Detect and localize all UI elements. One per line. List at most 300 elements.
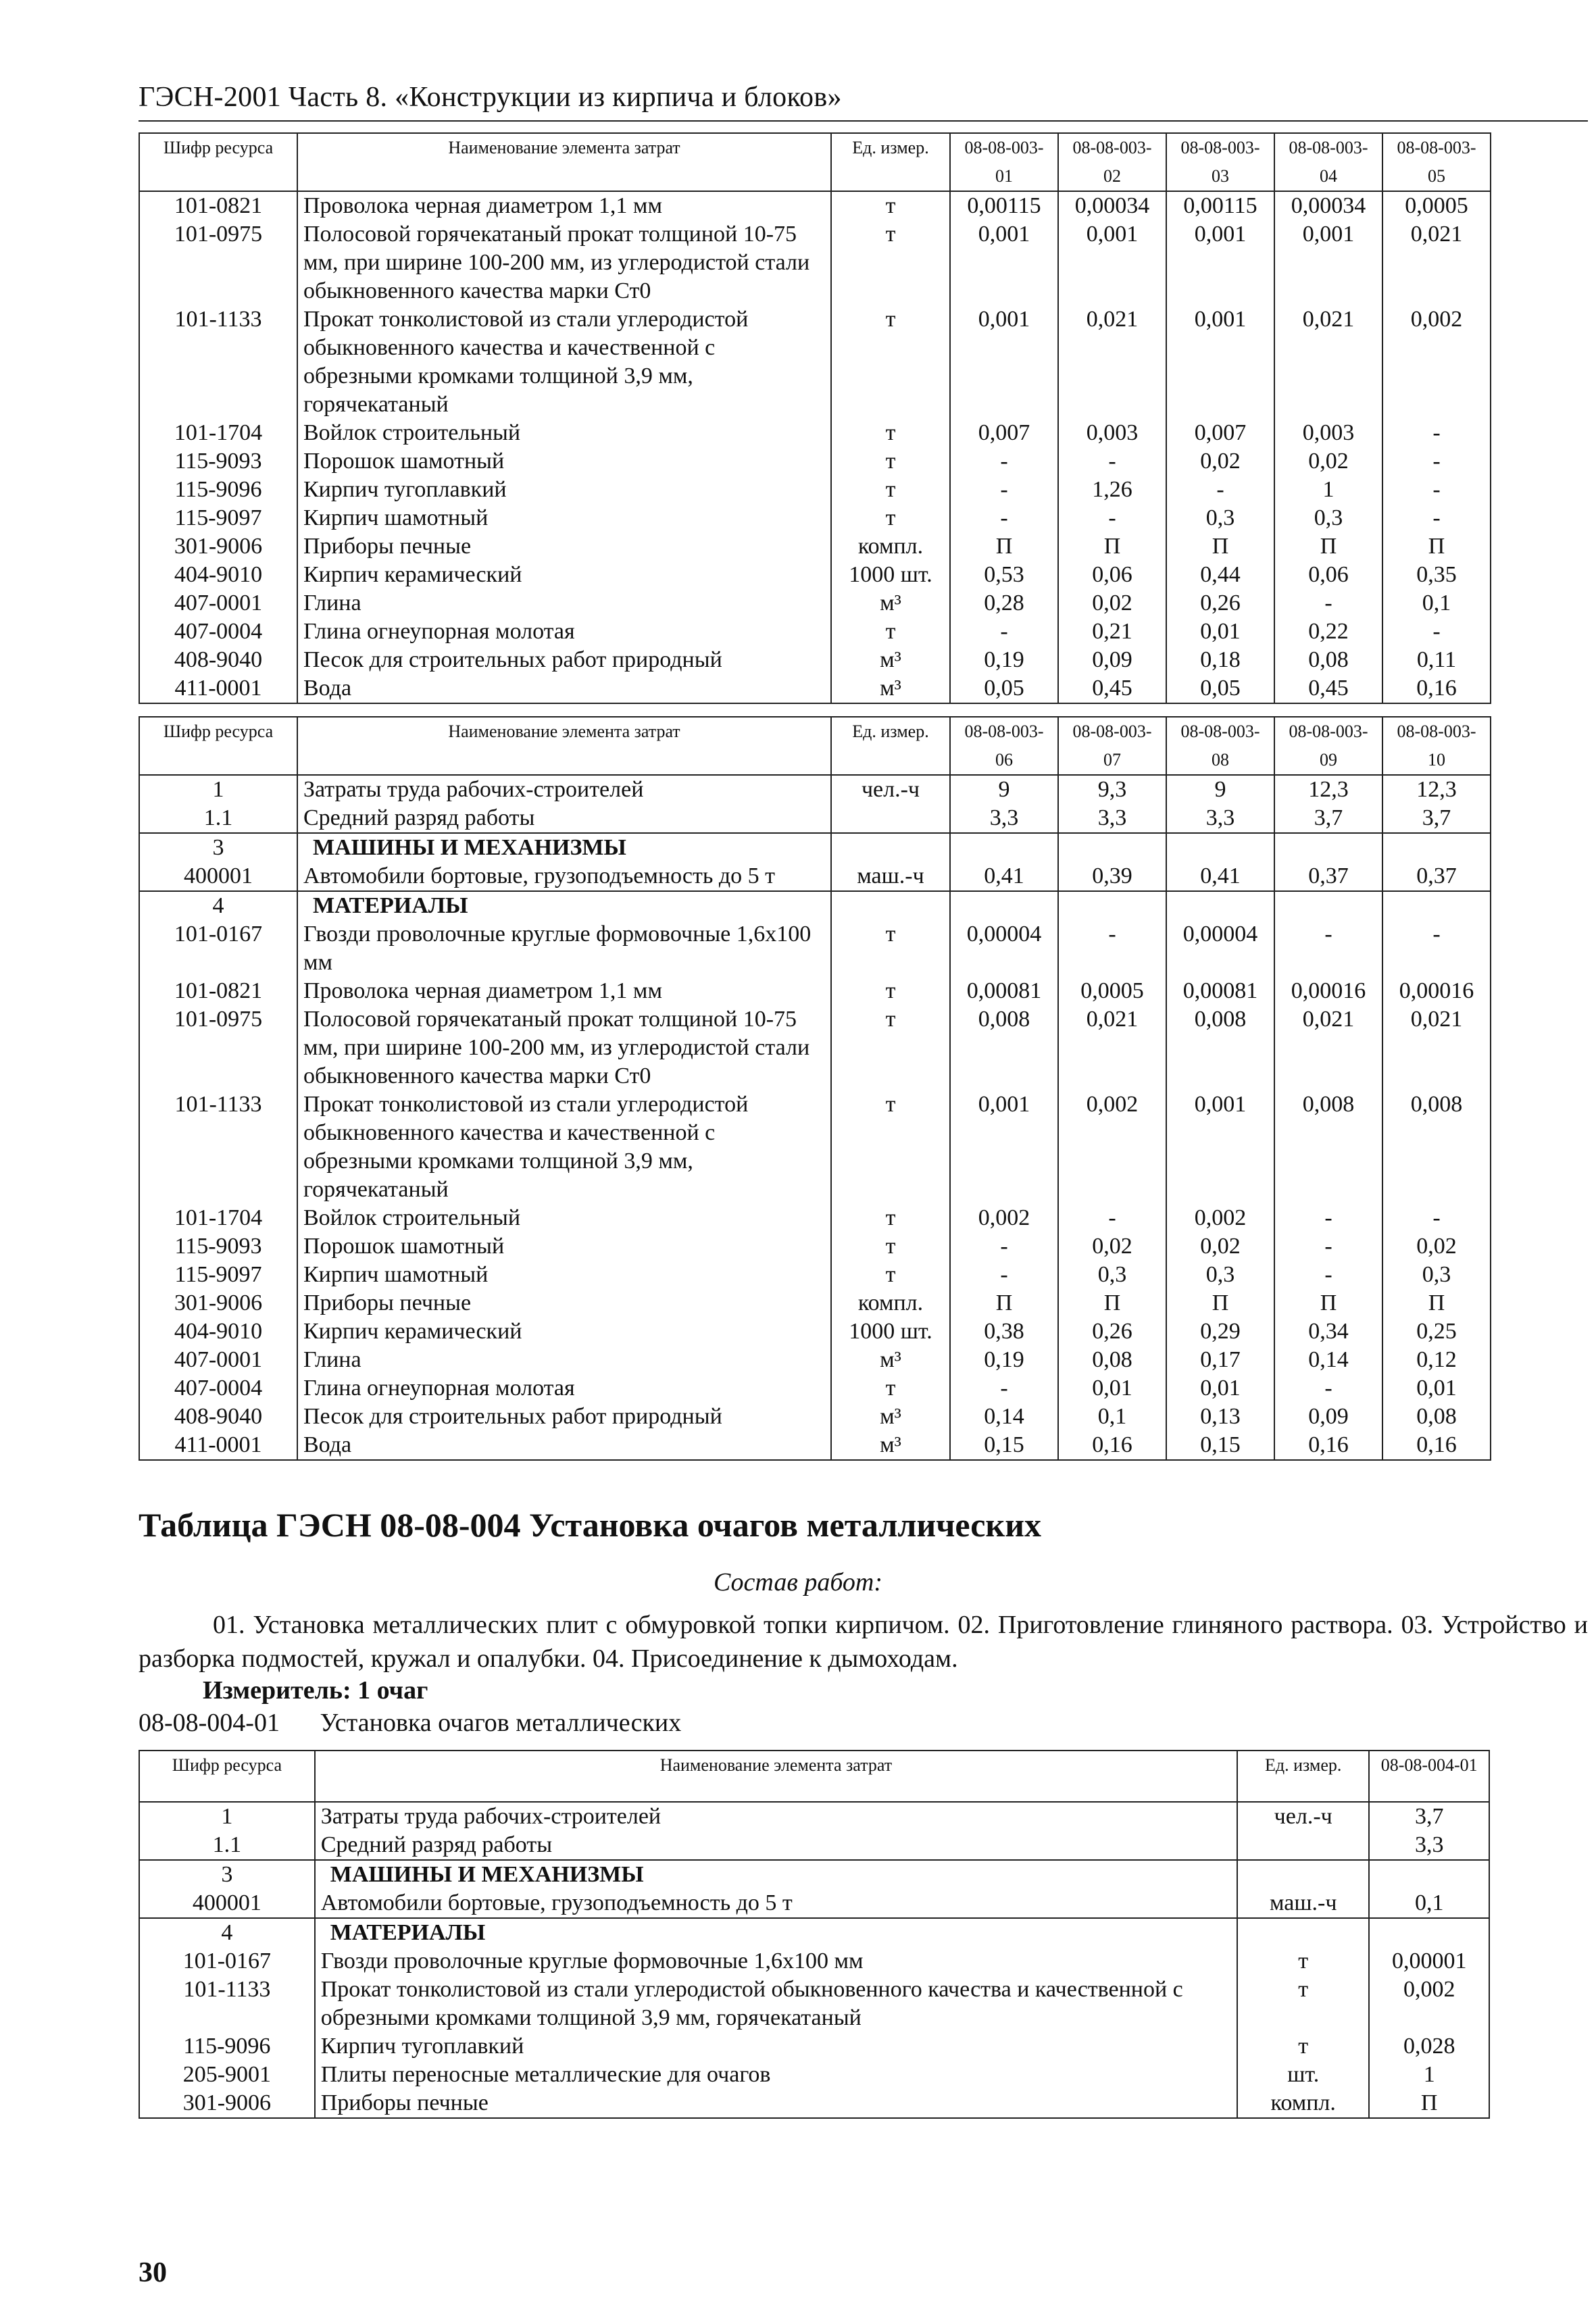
norm-value: 0,003 [1274,419,1382,447]
norm-value: 0,00001 [1369,1947,1489,1976]
norm-value: 0,08 [1058,1346,1166,1374]
norm-value: - [1274,1232,1382,1261]
table-row [139,1374,1491,1403]
resource-unit: маш.-ч [1237,1889,1369,1918]
norm-value: 0,00115 [1166,191,1274,220]
resource-name: Плиты переносные металлические для очагов [315,2061,1237,2089]
subsection-name: Установка очагов металлических [320,1709,682,1737]
norm-value: - [950,1374,1058,1403]
norm-value: 0,19 [950,646,1058,674]
col-header-norm: 08-08-003-08 [1166,717,1274,775]
norm-value: 0,12 [1382,1346,1491,1374]
resource-code: 1.1 [139,1831,315,1860]
norm-value: 0,17 [1166,1346,1274,1374]
norm-value: П [1058,1289,1166,1317]
norm-value: 0,00004 [950,920,1058,977]
resource-unit: т [831,504,950,532]
col-header-norm: 08-08-003-07 [1058,717,1166,775]
norm-value: - [1382,476,1491,504]
resource-unit: т [831,618,950,646]
norm-value: 0,18 [1166,646,1274,674]
col-header-code: Шифр ресурса [139,717,297,775]
table-row [139,775,1491,804]
norm-value: 0,02 [1166,1232,1274,1261]
norm-value: 0,44 [1166,561,1274,589]
resource-unit: т [831,1005,950,1090]
table-row [139,220,1491,305]
norm-value: 0,02 [1166,447,1274,476]
resource-code: 115-9096 [139,2032,315,2061]
resource-name: Автомобили бортовые, грузоподъемность до 5 т [297,862,831,891]
col-header-name: Наименование элемента затрат [315,1751,1237,1802]
norm-value [950,891,1058,920]
norm-value: - [950,618,1058,646]
table-row [139,1889,1489,1918]
table-row [139,1403,1491,1431]
resource-unit: т [831,977,950,1005]
resource-name: Полосовой горячекатаный прокат толщиной 10-75 мм, при ширине 100-200 мм, из углеродистой стали обыкновенного качества марки Ст0 [297,220,831,305]
table-row [139,419,1491,447]
resource-name: Прокат тонколистовой из стали углеродистой обыкновенного качества и качественной с обрезными кромками толщиной 3,9 мм, горячекатаный [315,1976,1237,2032]
norm-value: 0,008 [1382,1090,1491,1204]
col-header-code: Шифр ресурса [139,1751,315,1802]
resource-unit: маш.-ч [831,862,950,891]
col-header-norm: 08-08-003-02 [1058,133,1166,191]
norm-value: 0,05 [1166,674,1274,703]
norm-value: 0,37 [1274,862,1382,891]
col-header-norm: 08-08-003-01 [950,133,1058,191]
col-header-norm: 08-08-003-05 [1382,133,1491,191]
norm-value: 0,3 [1274,504,1382,532]
resource-name: Средний разряд работы [297,804,831,833]
resource-name: Порошок шамотный [297,1232,831,1261]
norm-value: 3,7 [1382,804,1491,833]
norm-value: 9 [1166,775,1274,804]
norm-value [1382,833,1491,862]
resource-unit [831,891,950,920]
norm-value: 0,008 [1166,1005,1274,1090]
resource-code: 301-9006 [139,2089,315,2118]
resource-name: Средний разряд работы [315,1831,1237,1860]
norm-value [1058,891,1166,920]
norm-value: П [1369,2089,1489,2118]
norm-value: 0,3 [1058,1261,1166,1289]
resource-unit: т [831,1374,950,1403]
section-row [139,1918,1489,1947]
resource-unit: м³ [831,646,950,674]
resource-code: 3 [139,833,297,862]
table-row [139,1317,1491,1346]
table-row [139,2061,1489,2089]
norm-value: 0,3 [1166,1261,1274,1289]
resource-unit: т [831,1090,950,1204]
resource-unit: т [831,920,950,977]
norm-value: 0,002 [1369,1976,1489,2032]
header-row [139,133,1491,191]
norm-value: 0,00004 [1166,920,1274,977]
col-header-unit: Ед. измер. [831,717,950,775]
norm-value: 3,3 [1166,804,1274,833]
table-row [139,504,1491,532]
resource-code: 301-9006 [139,532,297,561]
resource-unit: чел.-ч [1237,1802,1369,1831]
resource-code: 411-0001 [139,674,297,703]
norm-value: 0,001 [1166,1090,1274,1204]
norm-value: 0,001 [1166,305,1274,419]
norm-value: - [1274,920,1382,977]
norm-value [1274,891,1382,920]
norm-value: 0,41 [1166,862,1274,891]
resource-code: 1.1 [139,804,297,833]
norm-value: 0,008 [1274,1090,1382,1204]
norm-value: П [1058,532,1166,561]
resource-name: Гвозди проволочные круглые формовочные 1,6х100 мм [315,1947,1237,1976]
resource-unit [1237,1831,1369,1860]
table-row [139,532,1491,561]
norm-value: 0,00081 [950,977,1058,1005]
resource-code: 1 [139,775,297,804]
norm-value [1058,833,1166,862]
resource-table-003-01-05 [139,132,1491,704]
table-row [139,1431,1491,1460]
norm-value: 0,01 [1166,618,1274,646]
norm-value: 1 [1274,476,1382,504]
norm-value: 0,06 [1274,561,1382,589]
subsection-code: 08-08-004-01 [139,1709,280,1737]
resource-name: Затраты труда рабочих-строителей [297,775,831,804]
resource-code: 301-9006 [139,1289,297,1317]
norm-value: - [1382,419,1491,447]
resource-name: МАТЕРИАЛЫ [297,891,831,920]
norm-value: 0,00115 [950,191,1058,220]
norm-value: - [950,1261,1058,1289]
resource-name: Автомобили бортовые, грузоподъемность до 5 т [315,1889,1237,1918]
table-row [139,2089,1489,2118]
norm-value: 0,15 [1166,1431,1274,1460]
resource-code: 101-0975 [139,1005,297,1090]
norm-value: 0,001 [1166,220,1274,305]
resource-code: 101-0167 [139,920,297,977]
norm-value: 0,21 [1058,618,1166,646]
norm-value: 0,007 [950,419,1058,447]
resource-unit: м³ [831,1346,950,1374]
norm-value [1166,833,1274,862]
resource-code: 407-0001 [139,1346,297,1374]
composition-label: Состав работ: [713,1568,883,1596]
norm-value: - [1166,476,1274,504]
table-row [139,646,1491,674]
norm-value: 0,021 [1058,1005,1166,1090]
header-row [139,717,1491,775]
norm-value: 0,08 [1274,646,1382,674]
resource-name: МАТЕРИАЛЫ [315,1918,1237,1947]
resource-unit: м³ [831,1403,950,1431]
resource-code: 101-0821 [139,977,297,1005]
norm-value: - [950,1232,1058,1261]
resource-code: 411-0001 [139,1431,297,1460]
norm-value: 9,3 [1058,775,1166,804]
resource-unit: т [831,191,950,220]
section-row [139,833,1491,862]
norm-value: 0,37 [1382,862,1491,891]
norm-value: 0,15 [950,1431,1058,1460]
norm-value: 0,06 [1058,561,1166,589]
header-rule [139,120,1588,122]
norm-value: 0,16 [1382,674,1491,703]
norm-value: 0,02 [1274,447,1382,476]
norm-value: 0,002 [1166,1204,1274,1232]
norm-value: 0,021 [1058,305,1166,419]
norm-value: П [1382,1289,1491,1317]
norm-value: П [1382,532,1491,561]
norm-value: 0,00016 [1382,977,1491,1005]
norm-value: 0,021 [1274,305,1382,419]
norm-value: 0,26 [1058,1317,1166,1346]
norm-value [1369,1918,1489,1947]
resource-code: 115-9093 [139,1232,297,1261]
norm-value: 0,38 [950,1317,1058,1346]
resource-unit: шт. [1237,2061,1369,2089]
resource-name: Вода [297,674,831,703]
norm-value: 0,1 [1382,589,1491,618]
table-row [139,862,1491,891]
resource-code: 115-9093 [139,447,297,476]
table-row [139,1005,1491,1090]
resource-code: 407-0004 [139,1374,297,1403]
resource-unit [831,833,950,862]
norm-value: - [950,476,1058,504]
norm-value: 3,7 [1274,804,1382,833]
resource-code: 205-9001 [139,2061,315,2089]
norm-value: 0,45 [1058,674,1166,703]
resource-table-004-01 [139,1750,1490,2119]
resource-unit [1237,1918,1369,1947]
resource-name: Глина [297,1346,831,1374]
norm-value: 0,0005 [1382,191,1491,220]
resource-code: 101-0167 [139,1947,315,1976]
norm-value: 0,01 [1058,1374,1166,1403]
norm-value: 0,3 [1382,1261,1491,1289]
norm-value: 12,3 [1274,775,1382,804]
resource-name: Прокат тонколистовой из стали углеродистой обыкновенного качества и качественной с обрезными кромками толщиной 3,9 мм, горячекатаный [297,1090,831,1204]
table-row [139,1947,1489,1976]
resource-unit: т [831,447,950,476]
norm-value: - [1382,920,1491,977]
resource-name: Кирпич тугоплавкий [297,476,831,504]
norm-value: 0,001 [950,1090,1058,1204]
norm-value: 0,001 [1274,220,1382,305]
norm-value: 0,16 [1058,1431,1166,1460]
norm-value: П [1274,532,1382,561]
resource-code: 101-1704 [139,419,297,447]
norm-value: 0,41 [950,862,1058,891]
norm-value: - [950,447,1058,476]
running-header: ГЭСН-2001 Часть 8. «Конструкции из кирпича и блоков» [139,82,842,113]
resource-code: 4 [139,1918,315,1947]
norm-value [1166,891,1274,920]
norm-value: 0,16 [1382,1431,1491,1460]
norm-value: 0,021 [1382,220,1491,305]
table-row [139,1831,1489,1860]
norm-value: 0,1 [1369,1889,1489,1918]
resource-name: Порошок шамотный [297,447,831,476]
norm-value: 0,34 [1274,1317,1382,1346]
norm-value: 0,45 [1274,674,1382,703]
resource-name: Затраты труда рабочих-строителей [315,1802,1237,1831]
resource-unit: т [1237,1976,1369,2032]
resource-unit: т [1237,1947,1369,1976]
resource-name: Проволока черная диаметром 1,1 мм [297,191,831,220]
table-row [139,1090,1491,1204]
resource-unit: т [831,1232,950,1261]
norm-value: 0,16 [1274,1431,1382,1460]
norm-value: 0,11 [1382,646,1491,674]
norm-value: - [1058,504,1166,532]
col-header-code: Шифр ресурса [139,133,297,191]
norm-value: 0,001 [950,220,1058,305]
table-row [139,447,1491,476]
table-row [139,977,1491,1005]
norm-value: 0,007 [1166,419,1274,447]
resource-code: 101-0821 [139,191,297,220]
norm-value: 0,1 [1058,1403,1166,1431]
norm-value: 0,08 [1382,1403,1491,1431]
table-row [139,2032,1489,2061]
norm-value: 0,01 [1166,1374,1274,1403]
norm-value: 0,008 [950,1005,1058,1090]
norm-value: 0,3 [1166,504,1274,532]
resource-name: Приборы печные [297,532,831,561]
resource-code: 3 [139,1860,315,1889]
table-row [139,1204,1491,1232]
norm-value: 0,00034 [1058,191,1166,220]
norm-value: - [1274,1261,1382,1289]
resource-unit: т [831,305,950,419]
norm-value: 0,25 [1382,1317,1491,1346]
resource-code: 101-0975 [139,220,297,305]
norm-value [1274,833,1382,862]
table-row [139,1976,1489,2032]
resource-unit: т [831,476,950,504]
table-row [139,589,1491,618]
norm-value: 0,05 [950,674,1058,703]
norm-value: 1,26 [1058,476,1166,504]
norm-value: 12,3 [1382,775,1491,804]
resource-code: 407-0001 [139,589,297,618]
header-row [139,1751,1489,1802]
col-header-name: Наименование элемента затрат [297,133,831,191]
norm-value: 0,0005 [1058,977,1166,1005]
norm-value: 0,26 [1166,589,1274,618]
table-row [139,618,1491,646]
resource-name: Войлок строительный [297,419,831,447]
table-row [139,1346,1491,1374]
norm-value: 0,29 [1166,1317,1274,1346]
norm-value: 1 [1369,2061,1489,2089]
norm-value: 3,3 [950,804,1058,833]
norm-value: П [950,1289,1058,1317]
resource-name: Проволока черная диаметром 1,1 мм [297,977,831,1005]
norm-value: - [1382,504,1491,532]
resource-name: Приборы печные [315,2089,1237,2118]
resource-unit [831,804,950,833]
norm-value: 0,021 [1274,1005,1382,1090]
norm-value: 0,021 [1382,1005,1491,1090]
resource-name: Глина огнеупорная молотая [297,1374,831,1403]
norm-value: - [1058,1204,1166,1232]
norm-value: 0,09 [1274,1403,1382,1431]
resource-code: 1 [139,1802,315,1831]
table-row [139,191,1491,220]
resource-name: Глина [297,589,831,618]
resource-code: 101-1133 [139,305,297,419]
norm-value: 0,028 [1369,2032,1489,2061]
norm-value: 0,28 [950,589,1058,618]
norm-value: П [950,532,1058,561]
table-row [139,305,1491,419]
table-row [139,1232,1491,1261]
resource-unit: м³ [831,589,950,618]
resource-unit: чел.-ч [831,775,950,804]
norm-value: 0,19 [950,1346,1058,1374]
norm-value: 9 [950,775,1058,804]
resource-unit: компл. [1237,2089,1369,2118]
norm-value: 0,002 [1382,305,1491,419]
resource-name: Песок для строительных работ природный [297,646,831,674]
col-header-norm: 08-08-003-09 [1274,717,1382,775]
resource-unit: т [831,1261,950,1289]
resource-unit [1237,1860,1369,1889]
norm-value: П [1274,1289,1382,1317]
resource-unit: компл. [831,1289,950,1317]
resource-unit: т [831,419,950,447]
table-row [139,920,1491,977]
norm-value: - [1274,1374,1382,1403]
resource-name: Вода [297,1431,831,1460]
resource-name: Глина огнеупорная молотая [297,618,831,646]
norm-value: 0,02 [1058,1232,1166,1261]
page-number: 30 [139,2257,167,2288]
norm-value: 0,00081 [1166,977,1274,1005]
norm-value: 0,09 [1058,646,1166,674]
resource-name: Кирпич керамический [297,561,831,589]
table-row [139,1802,1489,1831]
col-header-norm: 08-08-003-03 [1166,133,1274,191]
col-header-unit: Ед. измер. [831,133,950,191]
norm-value: 0,35 [1382,561,1491,589]
norm-value: 0,14 [1274,1346,1382,1374]
norm-value: 0,02 [1382,1232,1491,1261]
resource-name: Гвозди проволочные круглые формовочные 1,6х100 мм [297,920,831,977]
col-header-norm: 08-08-003-06 [950,717,1058,775]
col-header-unit: Ед. измер. [1237,1751,1369,1802]
resource-code: 101-1704 [139,1204,297,1232]
resource-code: 101-1133 [139,1976,315,2032]
resource-unit: т [831,1204,950,1232]
col-header-norm: 08-08-003-04 [1274,133,1382,191]
resource-name: МАШИНЫ И МЕХАНИЗМЫ [315,1860,1237,1889]
norm-value: П [1166,1289,1274,1317]
norm-value: 0,00034 [1274,191,1382,220]
norm-value: - [1382,1204,1491,1232]
table-row [139,1261,1491,1289]
norm-value: 0,002 [1058,1090,1166,1204]
resource-unit: т [831,220,950,305]
norm-value: 0,00016 [1274,977,1382,1005]
norm-value: 0,003 [1058,419,1166,447]
col-header-norm: 08-08-003-10 [1382,717,1491,775]
resource-unit: 1000 шт. [831,561,950,589]
